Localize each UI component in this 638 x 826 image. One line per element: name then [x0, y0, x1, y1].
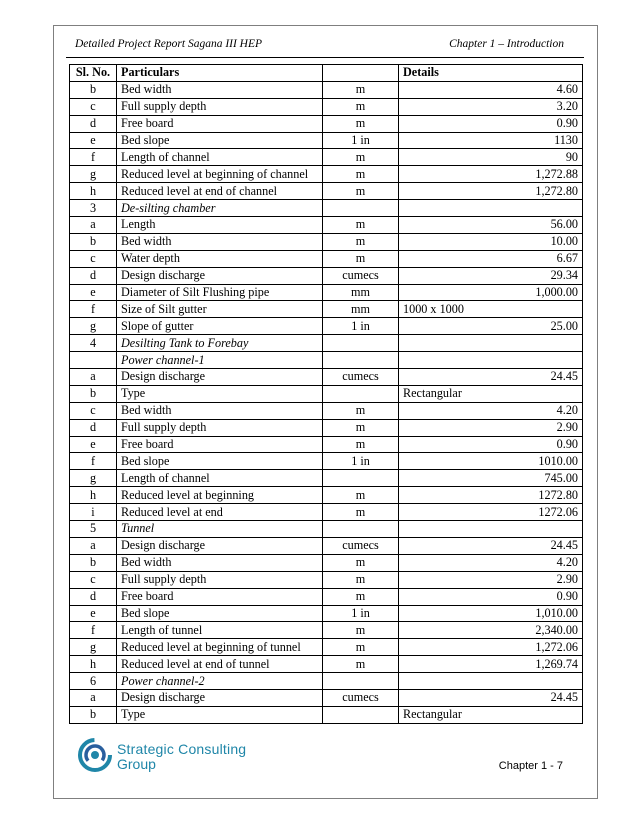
row-sl-no: g [70, 639, 117, 656]
table-row [70, 504, 583, 521]
row-sl-no: c [70, 98, 117, 115]
table-row [70, 673, 583, 690]
row-particular: Type [117, 706, 323, 723]
row-detail: 0.90 [399, 115, 583, 132]
row-particular: Length [117, 217, 323, 234]
row-detail: 90 [399, 149, 583, 166]
row-detail: 56.00 [399, 217, 583, 234]
row-particular: Reduced level at end of channel [117, 183, 323, 200]
row-sl-no: f [70, 149, 117, 166]
row-sl-no: b [70, 81, 117, 98]
row-particular: Free board [117, 115, 323, 132]
logo-text-line1: Strategic Consulting [117, 741, 247, 757]
row-detail: 3.20 [399, 98, 583, 115]
row-unit [323, 335, 399, 352]
row-particular: Diameter of Silt Flushing pipe [117, 284, 323, 301]
row-particular: Bed width [117, 554, 323, 571]
row-unit: m [323, 166, 399, 183]
column-header-particulars: Particulars [117, 65, 323, 82]
row-unit: m [323, 98, 399, 115]
row-detail: Rectangular [399, 706, 583, 723]
row-detail: 4.20 [399, 554, 583, 571]
row-unit: mm [323, 284, 399, 301]
row-unit: m [323, 250, 399, 267]
table-row [70, 233, 583, 250]
row-sl-no: f [70, 622, 117, 639]
row-particular: Water depth [117, 250, 323, 267]
row-unit: m [323, 656, 399, 673]
row-sl-no: h [70, 183, 117, 200]
row-detail: 1130 [399, 132, 583, 149]
row-particular: Full supply depth [117, 419, 323, 436]
row-detail: 4.20 [399, 402, 583, 419]
page-number: Chapter 1 - 7 [498, 760, 563, 772]
table-row [70, 656, 583, 673]
row-unit: 1 in [323, 132, 399, 149]
table-row [70, 132, 583, 149]
row-detail [399, 335, 583, 352]
row-sl-no: a [70, 217, 117, 234]
row-unit [323, 385, 399, 402]
row-sl-no: d [70, 115, 117, 132]
row-unit: m [323, 419, 399, 436]
row-unit: cumecs [323, 537, 399, 554]
row-unit [323, 200, 399, 217]
row-detail: 1,272.88 [399, 166, 583, 183]
row-detail: 24.45 [399, 369, 583, 386]
row-unit [323, 673, 399, 690]
table-row [70, 521, 583, 538]
row-detail: 1,000.00 [399, 284, 583, 301]
row-particular: Length of channel [117, 470, 323, 487]
row-sl-no: e [70, 436, 117, 453]
row-unit: mm [323, 301, 399, 318]
row-unit: 1 in [323, 453, 399, 470]
row-sl-no: e [70, 605, 117, 622]
table-row [70, 149, 583, 166]
row-particular: Reduced level at beginning of channel [117, 166, 323, 183]
row-unit [323, 706, 399, 723]
row-unit: cumecs [323, 267, 399, 284]
row-unit: m [323, 149, 399, 166]
table-row [70, 571, 583, 588]
row-sl-no: g [70, 166, 117, 183]
row-unit: 1 in [323, 318, 399, 335]
table-row [70, 639, 583, 656]
table-row [70, 115, 583, 132]
row-sl-no: 6 [70, 673, 117, 690]
row-unit: m [323, 233, 399, 250]
row-particular: Desilting Tank to Forebay [117, 335, 323, 352]
swirl-logo-icon [78, 738, 112, 772]
row-detail [399, 673, 583, 690]
row-sl-no: g [70, 470, 117, 487]
header-document-title: Detailed Project Report Sagana III HEP [75, 38, 263, 50]
table-row [70, 605, 583, 622]
table-row [70, 689, 583, 706]
row-particular: Bed width [117, 233, 323, 250]
table-row [70, 301, 583, 318]
row-detail: 29.34 [399, 267, 583, 284]
row-sl-no: a [70, 689, 117, 706]
row-unit: m [323, 554, 399, 571]
row-particular: Power channel-1 [117, 352, 323, 369]
row-unit: cumecs [323, 689, 399, 706]
row-particular: Bed slope [117, 453, 323, 470]
row-sl-no: b [70, 554, 117, 571]
row-particular: Bed width [117, 402, 323, 419]
row-sl-no: a [70, 369, 117, 386]
table-row [70, 487, 583, 504]
row-unit: 1 in [323, 605, 399, 622]
row-particular: Reduced level at end of tunnel [117, 656, 323, 673]
row-detail: 0.90 [399, 436, 583, 453]
row-sl-no: d [70, 419, 117, 436]
row-detail: 25.00 [399, 318, 583, 335]
table-row [70, 217, 583, 234]
row-unit: m [323, 588, 399, 605]
row-particular: De-silting chamber [117, 200, 323, 217]
row-sl-no: b [70, 385, 117, 402]
row-detail [399, 352, 583, 369]
row-particular: Full supply depth [117, 571, 323, 588]
column-header-unit [323, 65, 399, 82]
row-particular: Slope of gutter [117, 318, 323, 335]
row-particular: Size of Silt gutter [117, 301, 323, 318]
row-particular: Length of tunnel [117, 622, 323, 639]
table-row [70, 352, 583, 369]
row-unit: m [323, 402, 399, 419]
row-sl-no [70, 352, 117, 369]
logo-text-line2: Group [117, 756, 156, 772]
row-sl-no: i [70, 504, 117, 521]
row-sl-no: g [70, 318, 117, 335]
row-sl-no: c [70, 571, 117, 588]
row-particular: Length of channel [117, 149, 323, 166]
row-detail: 24.45 [399, 689, 583, 706]
table-row [70, 166, 583, 183]
row-unit: m [323, 183, 399, 200]
row-unit [323, 521, 399, 538]
row-sl-no: d [70, 588, 117, 605]
row-detail: 1000 x 1000 [399, 301, 583, 318]
table-row [70, 622, 583, 639]
row-detail: 10.00 [399, 233, 583, 250]
row-detail: 1,272.80 [399, 183, 583, 200]
row-particular: Reduced level at end [117, 504, 323, 521]
row-detail: 1,010.00 [399, 605, 583, 622]
row-sl-no: h [70, 656, 117, 673]
row-detail: 1,269.74 [399, 656, 583, 673]
column-header-details: Details [399, 65, 583, 82]
row-detail: 4.60 [399, 81, 583, 98]
row-particular: Bed width [117, 81, 323, 98]
column-header-sl-no: Sl. No. [70, 65, 117, 82]
row-particular: Full supply depth [117, 98, 323, 115]
row-detail: 1272.06 [399, 504, 583, 521]
header-chapter-title: Chapter 1 – Introduction [449, 38, 564, 50]
row-sl-no: 4 [70, 335, 117, 352]
table-row [70, 470, 583, 487]
row-detail: 1,272.06 [399, 639, 583, 656]
table-row [70, 267, 583, 284]
table-row [70, 183, 583, 200]
table-row [70, 369, 583, 386]
table-row [70, 453, 583, 470]
row-particular: Power channel-2 [117, 673, 323, 690]
row-particular: Reduced level at beginning of tunnel [117, 639, 323, 656]
row-detail: 6.67 [399, 250, 583, 267]
table-row [70, 318, 583, 335]
row-sl-no: h [70, 487, 117, 504]
row-detail: 2.90 [399, 571, 583, 588]
row-sl-no: 5 [70, 521, 117, 538]
row-sl-no: e [70, 132, 117, 149]
row-particular: Type [117, 385, 323, 402]
table-row [70, 419, 583, 436]
row-particular: Design discharge [117, 267, 323, 284]
table-row [70, 200, 583, 217]
row-unit: m [323, 115, 399, 132]
row-sl-no: d [70, 267, 117, 284]
row-sl-no: f [70, 453, 117, 470]
row-unit: m [323, 81, 399, 98]
row-detail: 1272.80 [399, 487, 583, 504]
table-row [70, 98, 583, 115]
table-row [70, 588, 583, 605]
row-unit: m [323, 571, 399, 588]
row-sl-no: f [70, 301, 117, 318]
row-detail: 2,340.00 [399, 622, 583, 639]
row-particular: Free board [117, 436, 323, 453]
row-sl-no: b [70, 233, 117, 250]
table-row [70, 706, 583, 723]
table-header-row [70, 65, 583, 82]
row-sl-no: 3 [70, 200, 117, 217]
table-row [70, 385, 583, 402]
row-unit: m [323, 487, 399, 504]
row-detail [399, 200, 583, 217]
table-row [70, 402, 583, 419]
row-sl-no: a [70, 537, 117, 554]
row-particular: Free board [117, 588, 323, 605]
project-details-table [69, 64, 583, 724]
row-particular: Design discharge [117, 537, 323, 554]
table-row [70, 335, 583, 352]
row-detail: 0.90 [399, 588, 583, 605]
row-particular: Design discharge [117, 369, 323, 386]
table-row [70, 436, 583, 453]
row-unit: m [323, 639, 399, 656]
row-particular: Reduced level at beginning [117, 487, 323, 504]
row-particular: Tunnel [117, 521, 323, 538]
row-detail: 2.90 [399, 419, 583, 436]
company-logo [78, 738, 258, 778]
row-particular: Bed slope [117, 605, 323, 622]
row-sl-no: c [70, 402, 117, 419]
row-unit: m [323, 622, 399, 639]
row-sl-no: c [70, 250, 117, 267]
row-particular: Bed slope [117, 132, 323, 149]
row-unit: cumecs [323, 369, 399, 386]
row-unit: m [323, 436, 399, 453]
row-detail: 745.00 [399, 470, 583, 487]
row-detail: 1010.00 [399, 453, 583, 470]
table-row [70, 554, 583, 571]
row-detail: 24.45 [399, 537, 583, 554]
row-detail [399, 521, 583, 538]
row-particular: Design discharge [117, 689, 323, 706]
row-sl-no: e [70, 284, 117, 301]
row-unit: m [323, 504, 399, 521]
table-row [70, 284, 583, 301]
row-detail: Rectangular [399, 385, 583, 402]
table-body [70, 81, 583, 723]
row-unit [323, 352, 399, 369]
row-unit [323, 470, 399, 487]
header-rule [66, 57, 584, 58]
table-row [70, 81, 583, 98]
row-unit: m [323, 217, 399, 234]
table-row [70, 537, 583, 554]
row-sl-no: b [70, 706, 117, 723]
table-row [70, 250, 583, 267]
